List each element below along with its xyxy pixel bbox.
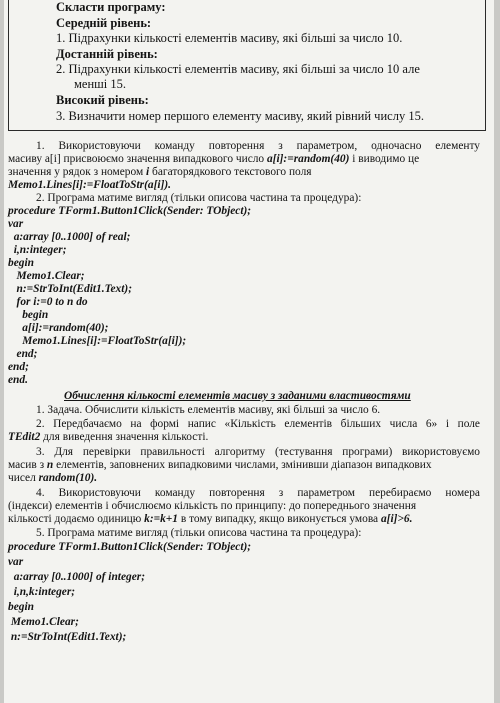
- code1-line: end;: [8, 348, 38, 360]
- code1-line: procedure TForm1.Button1Click(Sender: TObject);: [8, 205, 252, 217]
- code1-line: var: [8, 218, 24, 230]
- code1-line: a[i]:=random(40);: [8, 322, 109, 334]
- part2-heading: Обчислення кількості елементів масиву з заданими властивостями: [64, 390, 411, 402]
- code2-line: a:array [0..1000] of integer;: [8, 571, 145, 583]
- part2-step3-line3: чисел random(10).: [8, 472, 98, 484]
- part1-p1-line4: Memo1.Lines[i]:=FloatToStr(a[i]).: [8, 179, 171, 191]
- sufficient-level-label: Достанній рівень:: [56, 47, 158, 61]
- part1-p1-line3: значення у рядок з номером і багаторядкового текстового поля: [8, 166, 312, 178]
- code1-line: n:=StrToInt(Edit1.Text);: [8, 283, 133, 295]
- code1-line: end.: [8, 374, 28, 386]
- code2-line: Memo1.Clear;: [8, 616, 79, 628]
- code1-line: for i:=0 to n do: [8, 296, 88, 308]
- code1-line: Memo1.Clear;: [8, 270, 85, 282]
- part1-p1-line2: масиву а[і] присвоюємо значення випадкового число a[i]:=random(40) і виводимо це: [8, 153, 420, 165]
- code2-line: n:=StrToInt(Edit1.Text);: [8, 631, 127, 643]
- high-level-label: Високий рівень:: [56, 93, 149, 107]
- part2-step4-line2: (індекси) елементів і обчислюємо кількість по принципу: до попереднього значення: [8, 500, 417, 512]
- code2-line: i,n,k:integer;: [8, 586, 76, 598]
- code2-line: begin: [8, 601, 34, 613]
- part2-step5: 5. Програма матиме вигляд (тільки описова частина та процедура):: [36, 527, 362, 539]
- code1-line: i,n:integer;: [8, 244, 67, 256]
- medium-level-label: Середній рівень:: [56, 16, 152, 30]
- part1-p2: 2. Програма матиме вигляд (тільки описова частина та процедура):: [36, 192, 362, 204]
- tasks-title: Скласти програму:: [56, 0, 166, 14]
- code2-line: var: [8, 556, 24, 568]
- part2-step2-line2: TEdit2 для виведення значення кількості.: [8, 431, 209, 443]
- code1-line: Memo1.Lines[i]:=FloatToStr(a[i]);: [8, 335, 187, 347]
- part2-step3-line1: 3. Для перевірки правильності алгоритму (тестування програми) використовуємо: [36, 446, 480, 458]
- code2-line: procedure TForm1.Button1Click(Sender: TObject);: [8, 541, 252, 553]
- part2-step4-line1: 4. Використовуючи команду повторення з параметром перебираємо номера: [36, 487, 480, 499]
- code1-line: end;: [8, 361, 29, 373]
- part1-p1-line1: 1. Використовуючи команду повторення з параметром, одночасно елементу: [36, 140, 480, 152]
- part2-step4-line3: кількості додаємо одиницю k:=k+1 в тому випадку, якщо виконується умова a[i]>6.: [8, 513, 413, 525]
- code1-line: begin: [8, 257, 34, 269]
- code1-line: begin: [8, 309, 49, 321]
- code1-line: a:array [0..1000] of real;: [8, 231, 131, 243]
- part2-step3-line2: масив з n елементів, заповнених випадковими числами, змінивши діапазон випадкових: [8, 459, 432, 471]
- task-1: 1. Підрахунки кількості елементів масиву, які більші за число 10.: [56, 31, 403, 45]
- task-2-line-2: менші 15.: [74, 77, 126, 91]
- part2-step1: 1. Задача. Обчислити кількість елементів масиву, які більші за число 6.: [36, 404, 381, 416]
- task-2-line-1: 2. Підрахунки кількості елементів масиву, які більші за число 10 але: [56, 62, 420, 76]
- document-page: [4, 0, 494, 703]
- part2-step2-line1: 2. Передбачаємо на формі напис «Кількість елементів більших числа 6» і поле: [36, 418, 480, 430]
- task-3: 3. Визначити номер першого елементу масиву, який рівний числу 15.: [56, 109, 424, 123]
